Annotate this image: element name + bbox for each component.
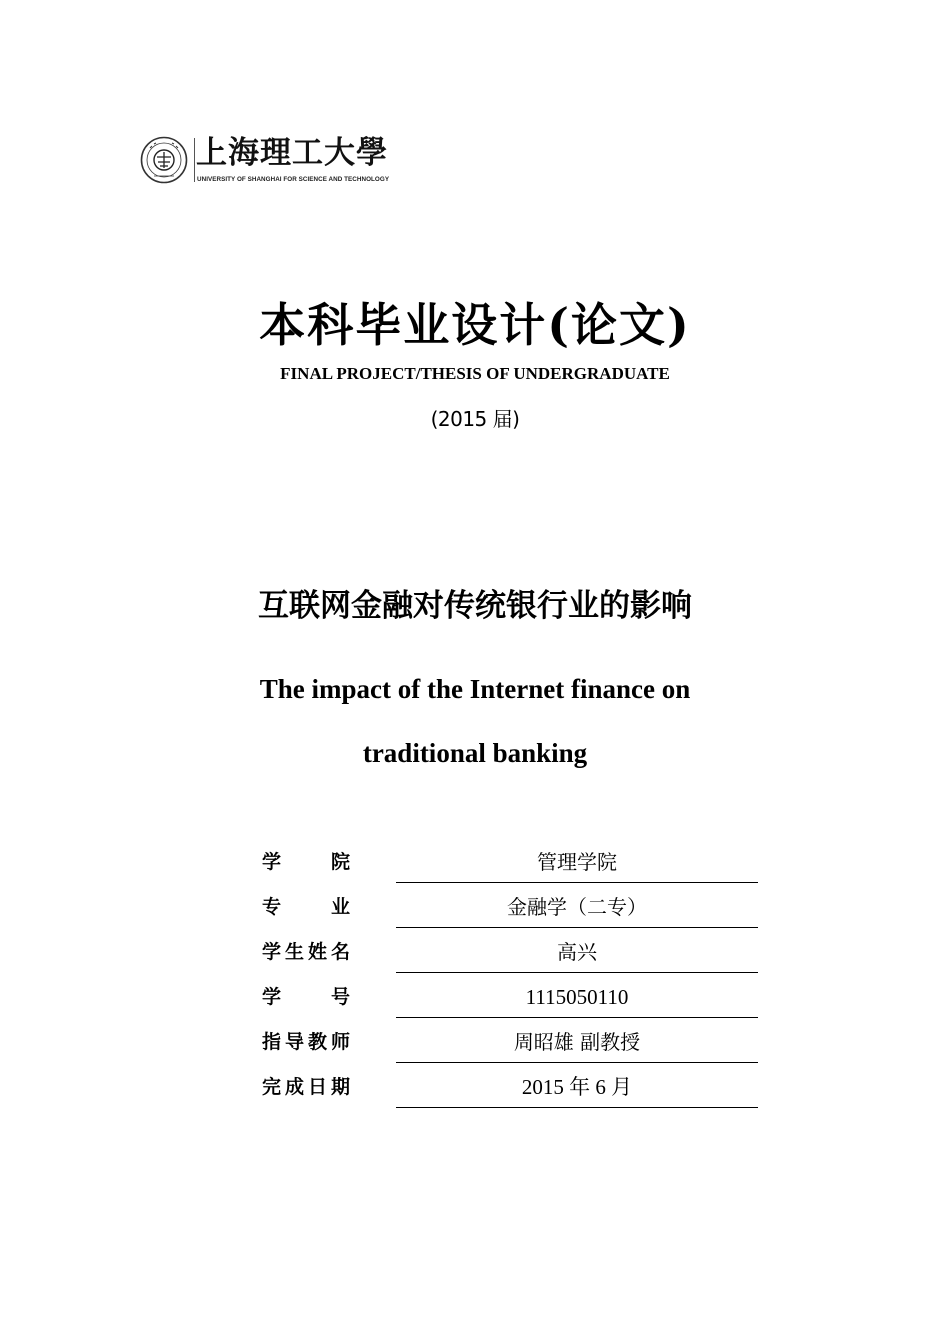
info-value: 周昭雄 副教授	[513, 1030, 641, 1054]
info-value: 2015 年 6 月	[521, 1075, 633, 1099]
info-value: 高兴	[557, 940, 597, 964]
info-row-completion-date	[262, 1063, 762, 1108]
university-name-en: UNIVERSITY OF SHANGHAI FOR SCIENCE AND TECHNOLOGY	[197, 176, 390, 183]
info-label: 完成日期	[262, 1076, 350, 1098]
thesis-title-en-line2: traditional banking	[362, 738, 588, 768]
info-label: 指导教师	[262, 1031, 350, 1053]
student-info-table	[262, 838, 762, 1108]
info-row-college	[262, 838, 762, 883]
info-label: 学号	[262, 986, 350, 1008]
info-row-major	[262, 883, 762, 928]
info-value: 金融学（二专）	[507, 895, 647, 919]
info-value: 1115050110	[525, 985, 629, 1009]
info-row-student-id	[262, 973, 762, 1018]
document-title-en: FINAL PROJECT/THESIS OF UNDERGRADUATE	[280, 364, 670, 383]
info-value: 管理学院	[537, 850, 617, 874]
info-label: 学院	[262, 851, 350, 873]
thesis-title-cn: 互联网金融对传统银行业的影响	[258, 588, 692, 624]
underline	[396, 1107, 758, 1108]
info-row-student-name	[262, 928, 762, 973]
thesis-title-en-line1: The impact of the Internet finance on	[259, 674, 691, 704]
university-name-cn: 上海理工大學	[196, 135, 388, 171]
info-label: 专业	[262, 896, 350, 918]
university-seal-icon	[140, 136, 188, 184]
info-label: 学生姓名	[262, 941, 350, 963]
info-row-advisor	[262, 1018, 762, 1063]
university-logo	[140, 134, 390, 188]
graduation-year: (2015 届)	[430, 407, 520, 431]
logo-divider	[194, 138, 195, 182]
document-title: 本科毕业设计(论文)	[259, 298, 691, 352]
